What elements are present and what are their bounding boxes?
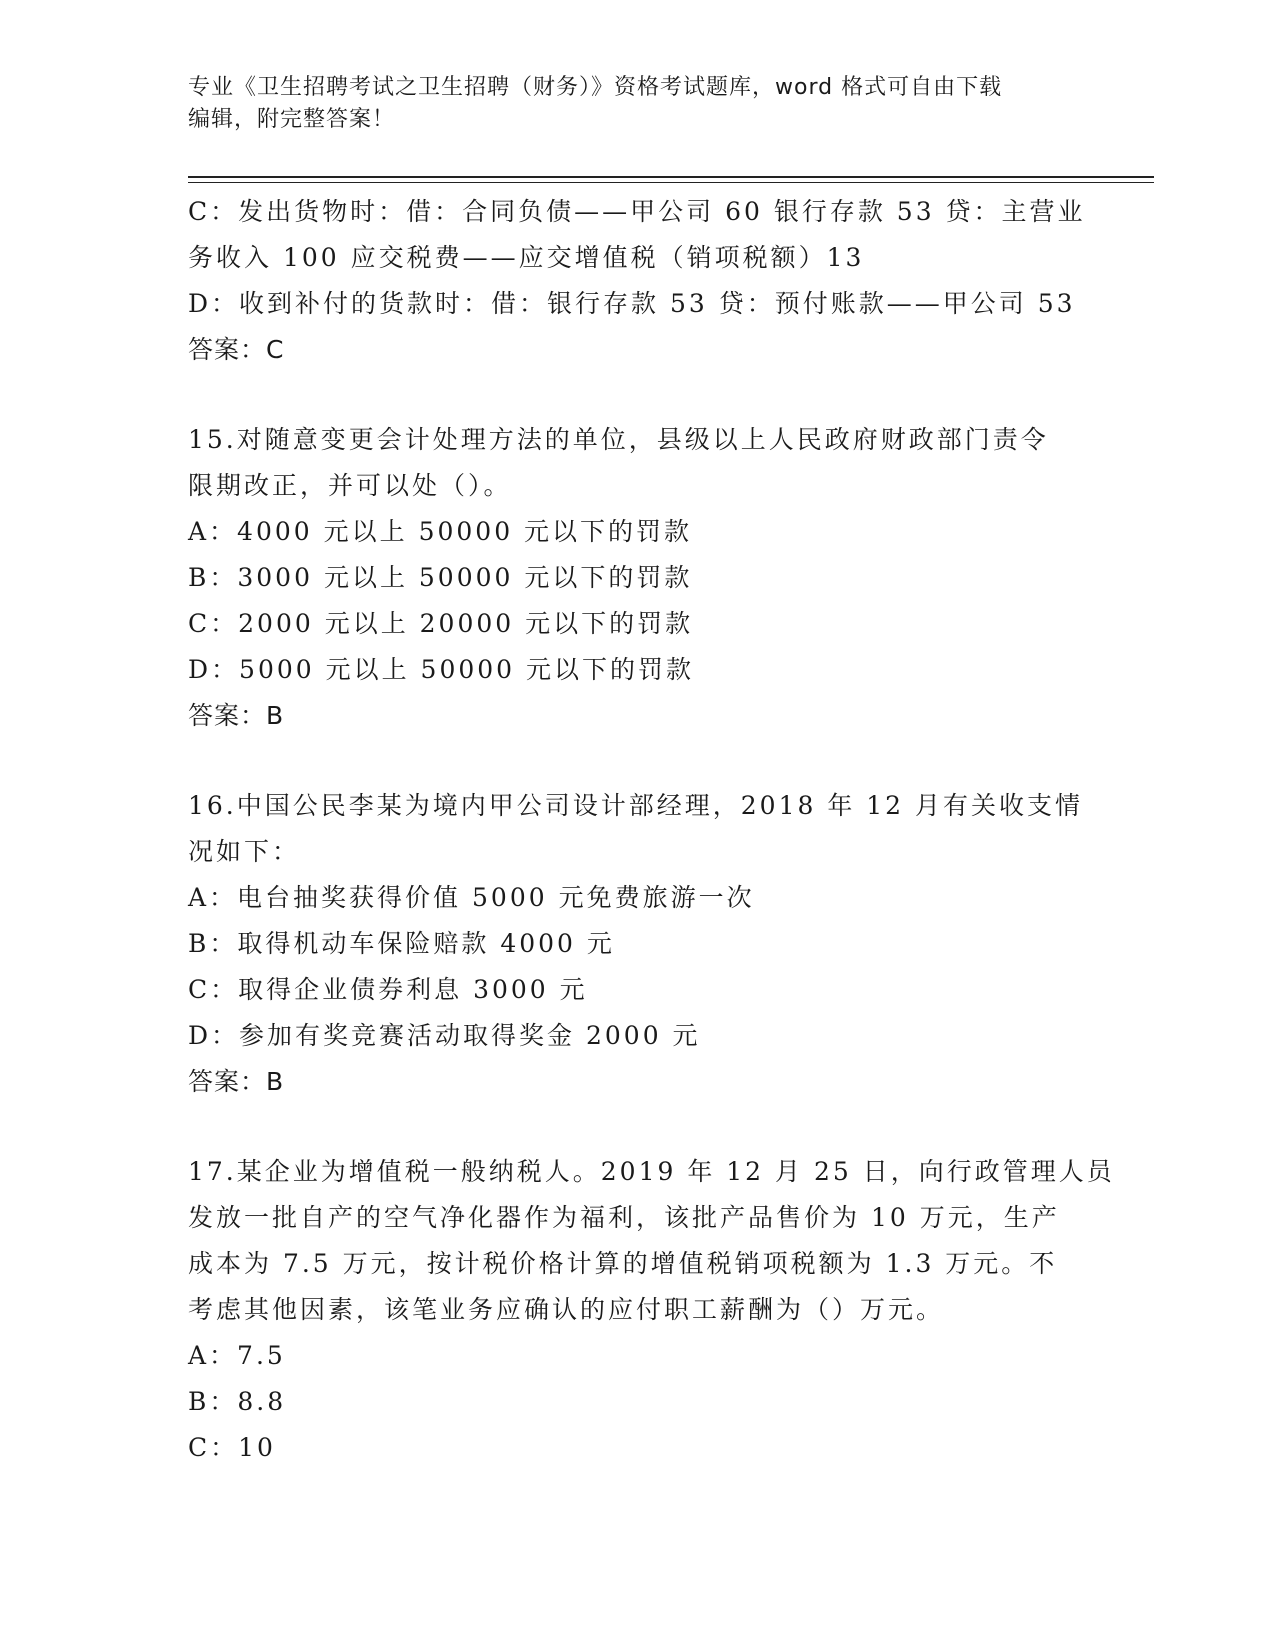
option-d: D：收到补付的货款时：借：银行存款 53 贷：预付账款——甲公司 53 [188,289,1076,318]
question-stem-line-2: 发放一批自产的空气净化器作为福利，该批产品售价为 10 万元，生产 [188,1203,1060,1232]
header-line-1: 专业《卫生招聘考试之卫生招聘（财务）》资格考试题库，word 格式可自由下载 [188,75,1003,100]
option-c: C：取得企业债券利息 3000 元 [188,975,588,1004]
option-a: A：电台抽奖获得价值 5000 元免费旅游一次 [188,883,755,912]
question-stem-line-1: 16.中国公民李某为境内甲公司设计部经理，2018 年 12 月有关收支情 [188,791,1084,820]
question-16 [188,783,1088,1105]
header-line-2: 编辑，附完整答案！ [188,107,396,132]
question-stem-line-2: 限期改正，并可以处（）。 [188,471,512,500]
answer: 答案：B [188,1067,285,1096]
question-17 [188,1149,1115,1471]
option-b: B：3000 元以上 50000 元以下的罚款 [188,563,693,592]
option-b: B：8.8 [188,1387,287,1416]
question-stem-line-3: 成本为 7.5 万元，按计税价格计算的增值税销项税额为 1.3 万元。不 [188,1249,1058,1278]
question-14-tail [188,189,1088,373]
header-divider-thick [188,176,1154,178]
option-a: A：4000 元以上 50000 元以下的罚款 [188,517,693,546]
question-stem-line-1: 17.某企业为增值税一般纳税人。2019 年 12 月 25 日，向行政管理人员 [188,1157,1115,1186]
option-b: B：取得机动车保险赔款 4000 元 [188,929,615,958]
question-content [188,189,1115,1471]
answer: 答案：B [188,701,285,730]
header-divider-thin [188,182,1154,183]
option-c-line-1: C：发出货物时：借：合同负债——甲公司 60 银行存款 53 贷：主营业 [188,197,1086,226]
question-15 [188,417,1088,739]
option-d: D：5000 元以上 50000 元以下的罚款 [188,655,695,684]
question-stem-line-1: 15.对随意变更会计处理方法的单位，县级以上人民政府财政部门责令 [188,425,1049,454]
option-a: A：7.5 [188,1341,286,1370]
option-c: C：2000 元以上 20000 元以下的罚款 [188,609,694,638]
option-d: D：参加有奖竞赛活动取得奖金 2000 元 [188,1021,701,1050]
question-stem-line-4: 考虑其他因素，该笔业务应确认的应付职工薪酬为（）万元。 [188,1295,945,1324]
option-c: C：10 [188,1433,276,1462]
document-header [188,72,1088,136]
option-c-line-2: 务收入 100 应交税费——应交增值税（销项税额）13 [188,243,865,272]
answer: 答案：C [188,335,285,364]
question-stem-line-2: 况如下： [188,837,301,866]
